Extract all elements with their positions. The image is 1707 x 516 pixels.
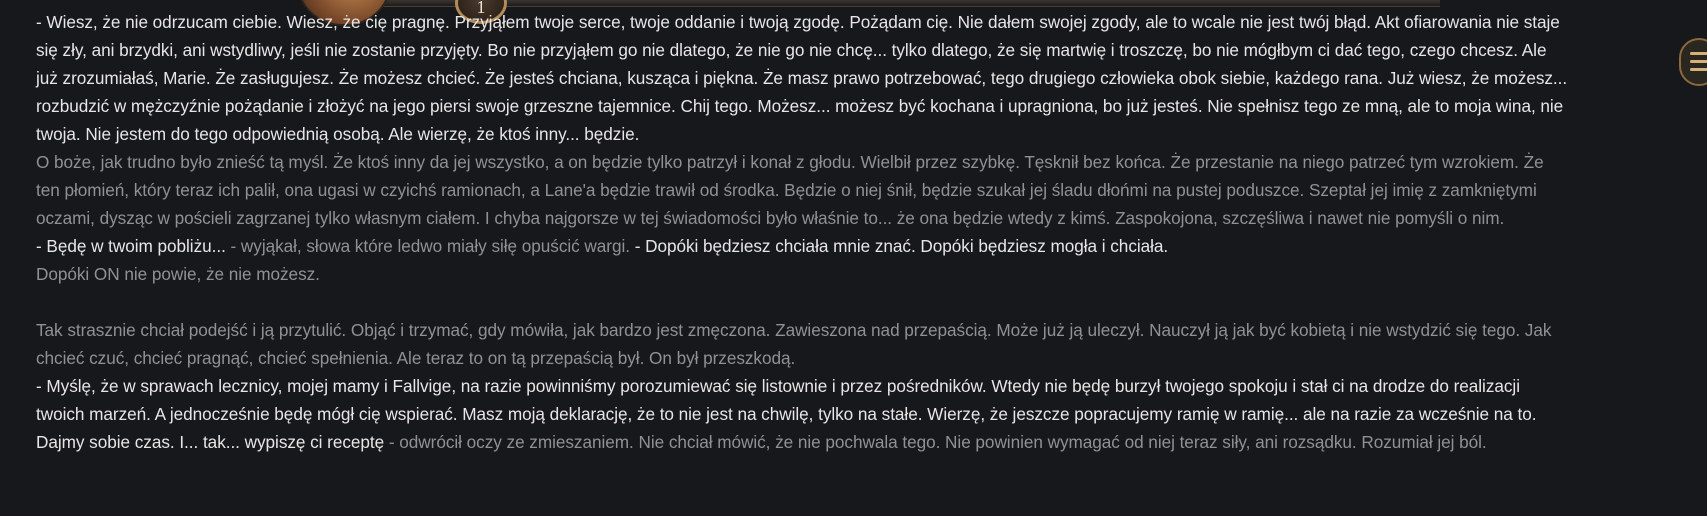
post-line (36, 8, 1686, 36)
post-line (36, 148, 1686, 176)
narration-text: ten płomień, który teraz ich palił, ona ugasi w czyichś ramionach, a Lane'a będzie trawił od środka. Będzie o niej śnił, będzie szukał jej śladu dłońmi na pustej poduszce. Szeptał jej imię z zamkniętymi (36, 180, 1537, 200)
dialogue-text: się zły, ani brzydki, ani wstydliwy, jeśli nie zostanie przyjęty. Bo nie przyjąłem go nie dlatego, że nie go nie chcę... tylko dlatego, że się martwię i troszczę, bo nie mógłbym ci dać tego, czego chcesz. Ale (36, 40, 1547, 60)
post-line (36, 176, 1686, 204)
dialogue-text: - Będę w twoim pobliżu... (36, 236, 231, 256)
dialogue-text: twoich marzeń. A jednocześnie będę mógł cię wspierać. Masz moją deklarację, że to nie jest na chwilę, tylko na stałe. Wierzę, że jeszcze popracujemy ramię w ramię... ale na razie za wcześnie na to. (36, 404, 1537, 424)
post-line (36, 428, 1686, 456)
post-line (36, 64, 1686, 92)
post-line (36, 316, 1686, 344)
post-line (36, 260, 1686, 288)
dialogue-text: twoja. Nie jestem do tego odpowiednią osobą. Ale wierzę, że ktoś inny... będzie. (36, 124, 640, 144)
menu-icon-bar (1690, 52, 1707, 55)
dialogue-text: rozbudzić w mężczyźnie pożądanie i złożyć na jego piersi swoje grzeszne tajemnice. Chij tego. Możesz... możesz być kochana i upragniona, bo już jesteś. Nie spełnisz tego ze mną, ale to moja wina, nie (36, 96, 1564, 116)
post-line (36, 204, 1686, 232)
narration-text: - wyjąkał, słowa które ledwo miały siłę opuścić wargi. (230, 236, 635, 256)
dialogue-text: już zrozumiałaś, Marie. Że zasługujesz. Że możesz chcieć. Że jesteś chciana, kusząca i piękna. Że masz prawo potrzebować, tego drugiego człowieka obok siebie, każdego rana. Już wiesz, że możesz... (36, 68, 1568, 88)
post-line (36, 344, 1686, 372)
menu-icon-bar (1690, 68, 1707, 71)
narration-text: oczami, dysząc w pościeli zagrzanej tylko własnym ciałem. I chyba najgorsze w tej świadomości było właśnie to... że ona będzie wtedy z kimś. Zaspokojona, szczęśliwa i nawet nie pomyśli o nim. (36, 208, 1505, 228)
narration-text: chcieć czuć, chcieć pragnąć, chcieć spełnienia. Ale teraz to on tą przepaścią był. On był przeszkodą. (36, 348, 796, 368)
menu-icon-bar (1690, 60, 1707, 63)
post-number: 1 (476, 0, 486, 17)
narration-text: O boże, jak trudno było znieść tą myśl. Że ktoś inny da jej wszystko, a on będzie tylko patrzył i konał z głodu. Wielbił przez szybkę. Tęsknił bez końca. Że przestanie na niego patrzeć tym wzrokiem. Że (36, 152, 1544, 172)
narration-text: Tak strasznie chciał podejść i ją przytulić. Objąć i trzymać, gdy mówiła, jak bardzo jest zmęczona. Zawieszona nad przepaścią. Może już ją uleczył. Nauczył ją jak być kobietą i nie wstydzić się tego. Jak (36, 320, 1552, 340)
post-line (36, 120, 1686, 148)
dialogue-text: - Wiesz, że nie odrzucam ciebie. Wiesz, że cię pragnę. Przyjąłem twoje serce, twoje oddanie i twoją zgodę. Pożądam cię. Nie dałem swojej zgody, ale to wcale nie jest twój błąd. Akt ofiarowania nie staje (36, 12, 1560, 32)
dialogue-text: Dajmy sobie czas. I... tak... wypiszę ci receptę (36, 432, 389, 452)
post-line (36, 36, 1686, 64)
dialogue-text: - Dopóki będziesz chciała mnie znać. Dopóki będziesz mogła i chciała. (634, 236, 1169, 256)
narration-text: - odwrócił oczy ze zmieszaniem. Nie chciał mówić, że nie pochwala tego. Nie powinien wymagać od niej teraz siły, ani rozsądku. Rozumiał jej ból. (388, 432, 1487, 452)
blank-line (36, 288, 1686, 316)
post-line (36, 372, 1686, 400)
post-line (36, 92, 1686, 120)
post-body (36, 8, 1686, 456)
post-line (36, 400, 1686, 428)
narration-text: Dopóki ON nie powie, że nie możesz. (36, 264, 320, 284)
dialogue-text: - Myślę, że w sprawach lecznicy, mojej mamy i Fallvige, na razie powinniśmy porozumiewać się listownie i przez pośredników. Wtedy nie będę burzył twojego spokoju i stał ci na drodze do realizacji (36, 376, 1520, 396)
post-line (36, 232, 1686, 260)
